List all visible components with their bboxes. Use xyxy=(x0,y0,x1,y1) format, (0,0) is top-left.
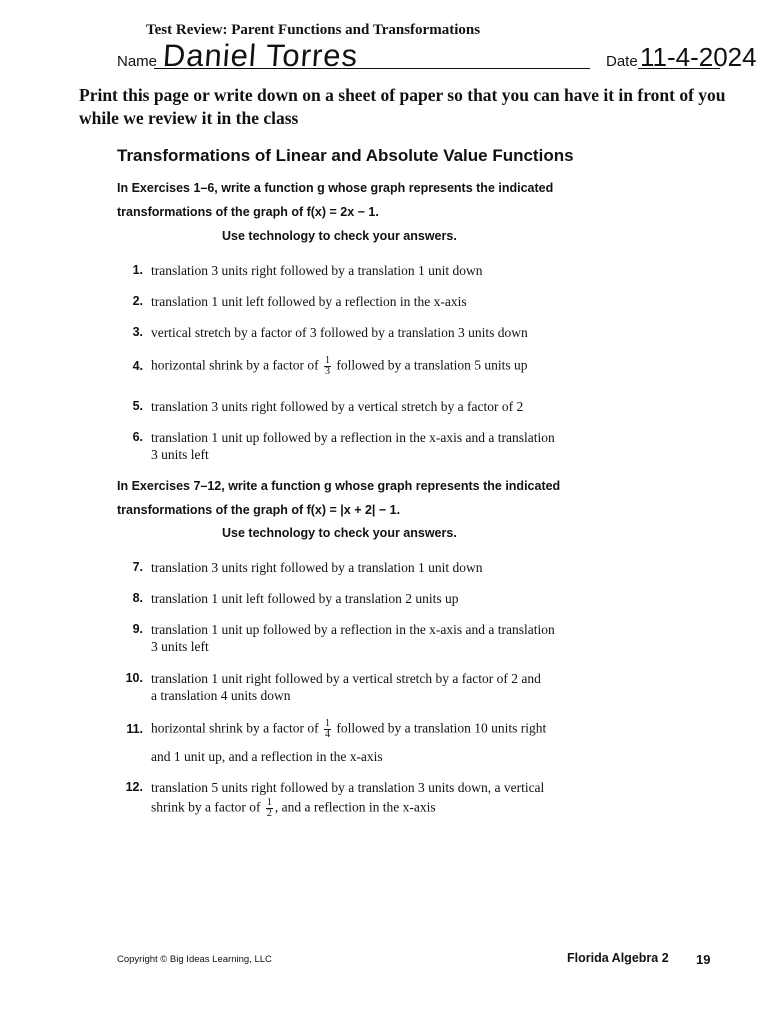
exercise-text: translation 1 unit left followed by a translation 2 units up xyxy=(151,591,459,606)
part1-tech-note: Use technology to check your answers. xyxy=(222,229,457,243)
exercise-text-line1: translation 1 unit up followed by a reflection in the x-axis and a translation xyxy=(151,622,555,637)
date-value: 11-4-2024 xyxy=(640,42,757,72)
exercise-text: translation 3 units right followed by a vertical stretch by a factor of 2 xyxy=(151,399,524,414)
exercise-number: 4. xyxy=(132,359,143,373)
exercise-text-line2: 3 units left xyxy=(151,447,209,462)
copyright-notice: Copyright © Big Ideas Learning, LLC xyxy=(117,954,272,965)
worksheet-title: Test Review: Parent Functions and Transformations xyxy=(146,22,481,38)
exercise-text: translation 3 units right followed by a translation 1 unit down xyxy=(151,560,483,575)
name-label: Name xyxy=(117,53,158,70)
exercise-number: 10. xyxy=(125,671,143,685)
exercise-text-after: , and a reflection in the x-axis xyxy=(274,799,436,815)
name-value: Daniel Torres xyxy=(161,38,360,73)
fraction-numerator: 1 xyxy=(324,718,330,729)
fraction-denominator: 3 xyxy=(324,366,330,377)
exercise-text-before: horizontal shrink by a factor of xyxy=(151,357,319,373)
exercise-text-after: followed by a translation 10 units right xyxy=(336,720,547,736)
exercise-text-line1: translation 5 units right followed by a translation 3 units down, a vertical xyxy=(151,780,545,795)
exercise-text-before: shrink by a factor of xyxy=(151,799,261,815)
exercise-number: 1. xyxy=(132,263,143,277)
exercise-number: 6. xyxy=(132,430,143,444)
book-title: Florida Algebra 2 xyxy=(567,951,669,965)
exercise-text-line2: and 1 unit up, and a reflection in the x-axis xyxy=(151,749,383,764)
exercise-number: 8. xyxy=(132,591,143,605)
exercise-text-line2: 3 units left xyxy=(151,639,209,654)
exercise-number: 11. xyxy=(126,722,143,736)
exercise-number: 3. xyxy=(132,325,143,339)
fraction-numerator: 1 xyxy=(266,797,272,808)
fraction xyxy=(266,798,273,819)
fraction xyxy=(324,356,331,377)
fraction-denominator: 2 xyxy=(266,808,272,819)
part2-intro-line1: In Exercises 7–12, write a function g whose graph represents the indicated xyxy=(117,479,561,493)
part2-intro-line2: transformations of the graph of f(x) = |x + 2| − 1. xyxy=(117,503,401,517)
exercise-text-line1: translation 1 unit up followed by a reflection in the x-axis and a translation xyxy=(151,430,555,445)
exercise-text: translation 1 unit left followed by a reflection in the x-axis xyxy=(151,294,467,309)
part1-intro-line2: transformations of the graph of f(x) = 2x − 1. xyxy=(117,205,379,219)
page-number: 19 xyxy=(696,952,711,967)
exercise-text-line1 xyxy=(151,719,591,740)
exercise-text-after: followed by a translation 5 units up xyxy=(336,357,528,373)
exercise-text-line2 xyxy=(151,798,591,819)
exercise-number: 2. xyxy=(132,294,143,308)
exercise-text: translation 3 units right followed by a translation 1 unit down xyxy=(151,263,483,278)
section-title: Transformations of Linear and Absolute Value Functions xyxy=(117,146,574,165)
exercise-text-before: horizontal shrink by a factor of xyxy=(151,720,319,736)
exercise-number: 12. xyxy=(125,780,143,794)
fraction-numerator: 1 xyxy=(324,355,330,366)
exercise-number: 5. xyxy=(132,399,143,413)
exercise-number: 7. xyxy=(132,560,143,574)
part2-tech-note: Use technology to check your answers. xyxy=(222,526,457,540)
date-label: Date xyxy=(606,53,638,70)
exercise-text: vertical stretch by a factor of 3 followed by a translation 3 units down xyxy=(151,325,528,340)
exercise-text-line2: a translation 4 units down xyxy=(151,688,291,703)
fraction xyxy=(324,719,331,740)
exercise-text xyxy=(151,356,591,377)
exercise-text-line1: translation 1 unit right followed by a vertical stretch by a factor of 2 and xyxy=(151,671,541,686)
fraction-denominator: 4 xyxy=(324,729,330,740)
print-instructions: Print this page or write down on a sheet of paper so that you can have it in front of you while we review it in the class xyxy=(79,85,726,128)
exercise-number: 9. xyxy=(132,622,143,636)
part1-intro-line1: In Exercises 1–6, write a function g whose graph represents the indicated xyxy=(117,181,554,195)
